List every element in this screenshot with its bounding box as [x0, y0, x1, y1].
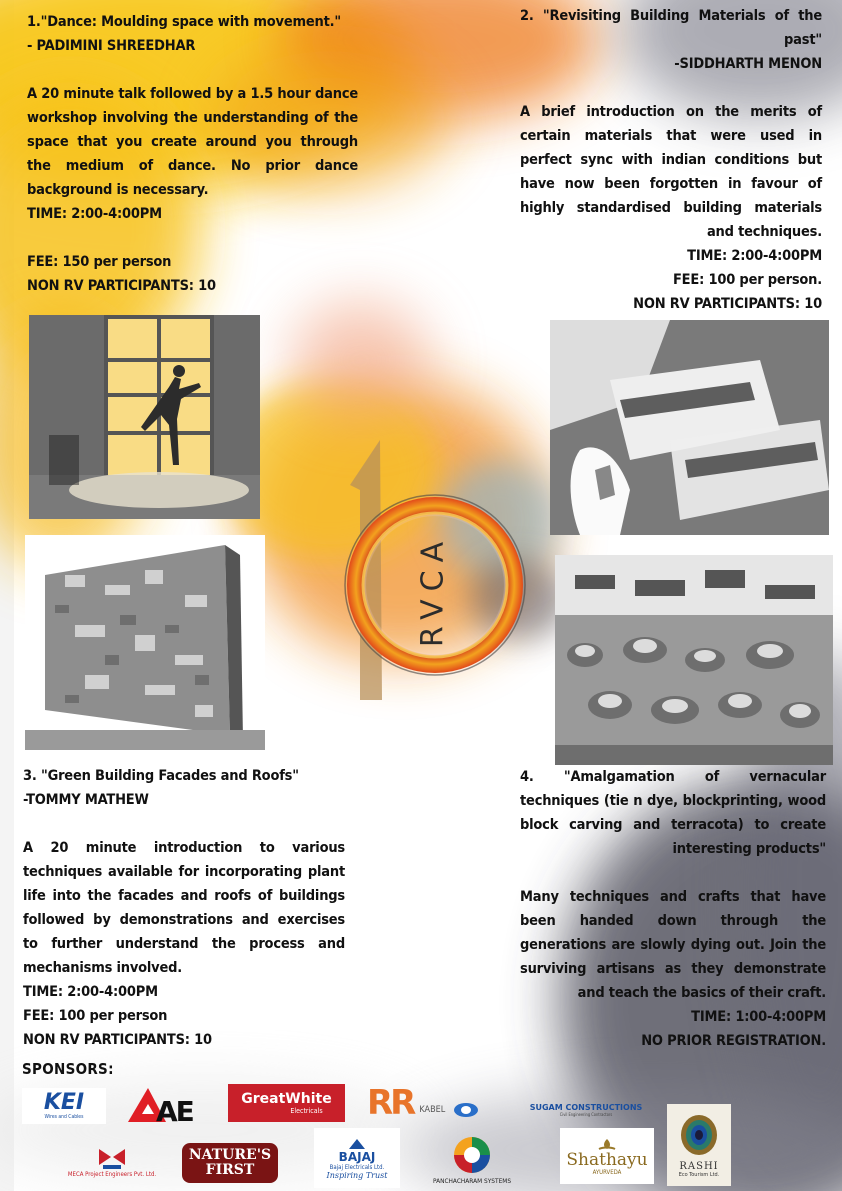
kei-logo-tagline: Wires and Cables: [44, 1114, 84, 1120]
workshop-3-time: TIME: 2:00-4:00PM: [23, 984, 158, 1000]
rr-logo-sub: KABEL: [419, 1105, 446, 1115]
greatwhite-logo: [228, 1084, 345, 1122]
natures-first-line2: FIRST: [205, 1162, 255, 1178]
dancer-window-photo: [29, 315, 260, 519]
workshop-2-fee: FEE: 100 per person.: [672, 272, 822, 288]
workshop-2-participants: NON RV PARTICIPANTS: 10: [633, 296, 822, 312]
greatwhite-logo-name: GreatWhite: [241, 1090, 332, 1107]
panchacharam-logo-name: PANCHACHARAM SYSTEMS: [432, 1177, 512, 1185]
workshop-2: [520, 4, 822, 316]
bajaj-logo: [314, 1128, 400, 1188]
workshop-1-title: 1."Dance: Moulding space with movement.": [27, 14, 342, 30]
meca-logo-name: MECA Project Engineers Pvt. Ltd.: [67, 1170, 157, 1178]
shathayu-logo-sub: AYURVEDA: [592, 1168, 622, 1176]
workshop-3: [23, 764, 345, 1052]
bajaj-logo-name: BAJAJ: [338, 1149, 376, 1164]
workshop-4-time: TIME: 1:00-4:00PM: [691, 1009, 826, 1025]
workshop-1-speaker: - PADIMINI SHREEDHAR: [27, 38, 196, 54]
workshop-4: [520, 765, 826, 1053]
meca-logo: [62, 1140, 162, 1184]
workshop-3-title: 3. "Green Building Facades and Roofs": [23, 768, 299, 784]
workshop-2-time: TIME: 2:00-4:00PM: [687, 248, 822, 264]
rr-kabel-logo: [367, 1082, 511, 1124]
rr-logo-name: RR: [367, 1083, 414, 1123]
rashi-logo: [667, 1104, 731, 1186]
natures-first-line1: NATURE'S: [188, 1147, 272, 1163]
panchacharam-logo-icon: [450, 1135, 494, 1177]
workshop-3-description: A 20 minute introduction to various techniques available for incorporating plant life into the facades and roofs of buildings followed by demonstrations and exercises to further understand the process and mechanisms involved.: [23, 840, 345, 976]
panchacharam-logo: [420, 1132, 524, 1188]
bajaj-logo-icon: [347, 1137, 367, 1151]
rvca-emblem: [320, 430, 530, 710]
workshop-4-description: Many techniques and crafts that have been handed down through the generations are slowly dying out. Join the surviving artisans as they demonstrate and teach the basics of their craft.: [520, 889, 826, 1001]
kei-logo: [22, 1088, 106, 1124]
workshop-2-title: 2. "Revisiting Building Materials of the past": [520, 8, 822, 48]
workshop-4-title: 4. "Amalgamation of vernacular techniques (tie n dye, blockprinting, wood block carving and terracota) to create interesting products": [520, 769, 826, 857]
greatwhite-logo-sub: Electricals: [290, 1106, 323, 1115]
shathayu-logo: [560, 1128, 654, 1184]
emblem-label: RVCA: [415, 533, 451, 648]
meca-logo-icon: [97, 1147, 127, 1171]
workshop-1: [27, 10, 358, 298]
bajaj-logo-sub: Bajaj Electricals Ltd.: [329, 1163, 385, 1171]
rr-logo-emblem-icon: [453, 1102, 479, 1118]
ae-logo: [126, 1084, 198, 1128]
workshop-1-description: A 20 minute talk followed by a 1.5 hour dance workshop involving the understanding of the space that you create around you through the medium of dance. No prior dance background is necessary.: [27, 86, 358, 198]
workshop-2-description: A brief introduction on the merits of certain materials that were used in perfect sync with indian conditions but have now been forgotten in favour of highly standardised building materials and techniques.: [520, 104, 822, 240]
bricks-photo: [550, 320, 829, 535]
workshop-2-speaker: -SIDDHARTH MENON: [674, 56, 822, 72]
workshop-1-participants: NON RV PARTICIPANTS: 10: [27, 278, 216, 294]
rashi-logo-sub: Eco Tourism Ltd.: [678, 1171, 720, 1178]
workshop-1-time: TIME: 2:00-4:00PM: [27, 206, 162, 222]
rashi-logo-name: RASHI: [679, 1160, 719, 1172]
shathayu-logo-name: Shathayu: [566, 1149, 648, 1170]
kei-logo-name: KEI: [43, 1090, 85, 1115]
sugam-logo-name: SUGAM CONSTRUCTIONS: [529, 1103, 643, 1112]
green-wall-photo: [25, 535, 265, 750]
workshop-4-registration: NO PRIOR REGISTRATION.: [641, 1033, 826, 1049]
workshop-3-participants: NON RV PARTICIPANTS: 10: [23, 1032, 212, 1048]
ae-logo-name: AE: [156, 1095, 193, 1128]
sugam-logo: [522, 1100, 650, 1120]
workshop-1-fee: FEE: 150 per person: [27, 254, 172, 270]
peacock-feather-icon: [679, 1113, 719, 1161]
craft-blocks-photo: [555, 555, 833, 765]
bajaj-logo-tagline: Inspiring Trust: [326, 1170, 388, 1180]
workshop-3-fee: FEE: 100 per person: [23, 1008, 168, 1024]
sugam-logo-sub: Civil Engineering Contractors: [559, 1112, 613, 1117]
natures-first-logo: [182, 1143, 278, 1183]
workshop-3-speaker: -TOMMY MATHEW: [23, 792, 149, 808]
shathayu-logo-icon: [595, 1137, 619, 1151]
sponsors-title: SPONSORS:: [22, 1060, 114, 1078]
